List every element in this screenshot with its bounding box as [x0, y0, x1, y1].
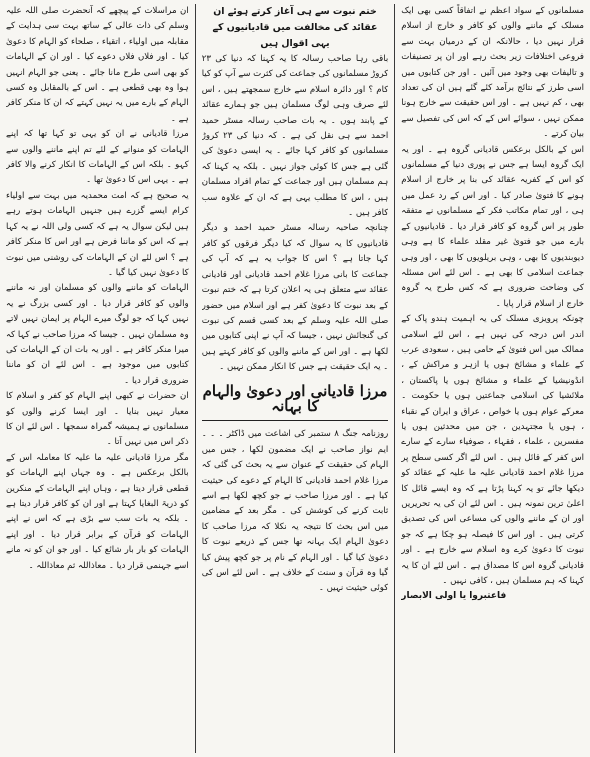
column-left — [6, 4, 189, 753]
column-middle-paragraph: چنانچہ صاحبہ رسالہ مسٹر حمید احمد و دیگر قادیانیوں کا یہ سوال کہ کیا دیگر فرقوں کو کافر کہا جاتا ہے ؟ اس کا جواب یہ ہے کہ آپ کی جماعت کا بانی مرزا غلام احمد قادیانی اور قادیانی عقائد سے متعلق ہی یہ اعلان کرتا ہے کہ ختم نبوت کے بعد نبوت کا دعویٰ کفر ہے اور اسلام میں حضور صلی اللہ علیہ وسلم کے بعد کسی قسم کی نبوت کی گنجائش نہیں ، جیسا کہ آپ نے اپنی کتابوں میں لکھا ہے ۔ اور اس کے ماننے والوں کو کافر کہتے ہیں ۔ یہ ایک حقیقت ہے جس کا انکار ممکن نہیں ۔ — [201, 223, 389, 373]
column-left-paragraph: ان حضرات نے کبھی اپنے الہام کو کفر و اسلام کا معیار نہیں بنایا ۔ اور ایسا کرنے والوں کو مسلمانوں نے ہمیشہ گمراہ سمجھا ۔ اس لئے ان کا ذکر اس میں نہیں آتا ۔ — [6, 391, 189, 448]
column-left-paragraph: مرزا قادیانی نے ان کو یہی تو کہا تھا کہ اپنے الہامات کو منوانے کے لئے تم اپنے ماننے والوں سے کہو ۔ بلکہ اس کے الہامات کا انکار کرنے والا کافر ہے ۔ یہی اس کا دعویٰ تھا ۔ — [6, 129, 189, 186]
column-right — [401, 4, 584, 753]
column-divider — [394, 4, 395, 753]
column-right-paragraph: مسلمانوں کے سواد اعظم نے اتفاقاً کسی بھی ایک مسلک کے ماننے والوں کو کافر و خارج از اسلام قرار نہیں دیا ، حالانکہ ان کے درمیان بہت سے فروعی اختلافات زیر بحث رہے اور ان پر تصنیفات و تالیفات بھی وجود میں آئیں ۔ اور جن کتابوں میں اسی طرز کے نتائج برآمد کئے گئے ہیں ان کی تعداد بھی ، کم نہیں ہے ۔ اور اس حقیقت سے خارج ہونا ممکن نہیں ، سوائے اس کے کہ اس کی تفصیل سے بیان کرتے ۔ — [401, 6, 584, 140]
column-middle-paragraph: روزنامہ جنگ ۸ ستمبر کی اشاعت میں ڈاکٹر ۔ ۔ ۔ ایم نواز صاحب نے ایک مضمون لکھا ، جس میں الہام کی حقیقت کے عنوان سے یہ بحث کی گئی کہ مرزا غلام احمد قادیانی کا الہام کے دعوے کی حیثیت کیا ہے ۔ اور مرزا صاحب نے جو کچھ لکھا ہے اسے ثابت کرنے کی کوشش کی ۔ مگر بعد کے مضامین میں اس بحث کا نتیجہ یہ نکلا کہ مرزا صاحب کا دعویٰ الہام ایک بہانہ تھا جس کے ذریعے نبوت کا دعویٰ کیا گیا ۔ اور الہام کے نام پر جو کچھ پیش کیا گیا وہ قرآن و سنت کے خلاف ہے ۔ اس لئے اس کی کوئی حیثیت نہیں ۔ — [201, 429, 389, 594]
column-middle — [202, 4, 389, 753]
column-left-paragraph: مگر مرزا قادیانی علیہ ما علیہ کا معاملہ اس کے بالکل برعکس ہے ۔ وہ جہاں اپنے الہامات کو قطعی قرار دیتا ہے ، وہاں اپنے الہامات کے منکرین کو ذریۃ البغایا کہتا ہے اور ان کو کافر قرار دیتا ہے ۔ بلکہ یہ بات سب سے بڑی ہے کہ اس نے اپنے الہامات کو قرآن کے برابر قرار دیا ۔ اور اپنے الہامات کو بار بار شائع کیا ۔ اور جو ان کو نہ مانے اسے جہنمی قرار دیا ۔ معاذاللہ ثم معاذاللہ ۔ — [6, 452, 189, 571]
column-middle-paragraph: باقی رہا صاحب رسالہ کا یہ کہنا کہ دنیا کی ۲۳ کروڑ مسلمانوں کی جماعت کی کثرت سے آپ کو کیا کام ؟ اور دائرہ اسلام سے خارج سمجھتے ہیں ، اس لئے صرف وہی لوگ مسلمان ہیں جو ہمارے عقائد کے پابند ہوں ۔ یہ بات صاحب رسالہ مسٹر حمید احمد سے ہی نقل کی ہے ۔ کہ دنیا کی ۲۳ کروڑ مسلمانوں کو کافر کہا جائے ۔ یہ ایسی دعویٰ کی گئی ہے جس کا کوئی جواز نہیں ۔ بلکہ یہ کہنا کہ ہم مسلمان ہیں اور جماعت کے تمام افراد مسلمان ہیں ، اس کا مطلب یہی ہے کہ ان کے علاوہ سب کافر ہیں ۔ — [201, 54, 389, 219]
column-left-paragraph: یہ صحیح ہے کہ امت محمدیہ میں بہت سے اولیاء کرام ایسے گزرے ہیں جنہیں الہامات ہوتے رہے ہیں لیکن سوال یہ ہے کہ کسی ولی اللہ نے یہ کہا ہے کہ اس کو ماننا فرض ہے اور اس کا منکر کافر ہے ؟ اس لئے ان کے الہامات کی روشنی میں نبوت کا دعویٰ نہیں کیا گیا ۔ — [6, 190, 189, 278]
column-headline: ختم نبوت سے ہی آغاز کرتے ہوئے ان عقائد کی مخالفت میں قادیانیوں کے یہی اقوال ہیں — [212, 6, 378, 49]
article-title: مرزا قادیانی اور دعویٰ والہام کا بہانہ — [202, 380, 389, 422]
column-left-paragraph: ان مراسلات کے پیچھے کہ آنحضرت صلی اللہ علیہ وسلم کی ذات عالی کے ساتھ بہت سی ہدایت کے مقابلہ میں اولیاء ، اتقیاء ، صلحاء کو الہام کا دعویٰ کیا ۔ اور فلاں فلاں دعوے کیا ۔ اور ان کے الہامات کو بھی اسی طرح مانا جائے ۔ یعنی جو الہام انہیں ہوا وہ بھی قطعی ہے ۔ اس کے بالمقابل وہ کسی الہام کے بارے میں یہ نہیں کہتے کہ ان کا منکر کافر ہے ۔ — [6, 6, 189, 124]
column-divider — [195, 4, 196, 753]
column-left-paragraph: الہامات کو ماننے والوں کو مسلمان اور نہ ماننے والوں کو کافر قرار دیا ۔ اور کسی بزرگ نے یہ نہیں کہا کہ جو لوگ میرے الہام پر ایمان نہیں لاتے وہ مسلمان نہیں ۔ جیسا کہ مرزا صاحب نے کہا کہ میرا منکر کافر ہے ۔ اور یہ بات ان کے الہامات کی کتابوں میں موجود ہے ۔ اس لئے ان کو ماننا ضروری قرار دیا ۔ — [6, 283, 189, 386]
closing-phrase: فاعتبروا یا اولی الابصار — [401, 591, 507, 602]
column-right-paragraph: چونکہ پرویزی مسلک کی یہ اہمیت ہندو پاک کے اندر اس درجہ کی نہیں ہے ، اس لئے اسلامی ممالک میں اس فتویٰ کے حامی ہیں ، سعودی عرب کے علماء و مشائخ ہوں یا ازہر و مراکش کے ، انڈونیشیا کے علماء و مشائخ ہوں یا پاکستان ، ملائشیا کی اسلامی جماعتیں ہوں یا حکومت ۔ معرکے عوام ہوں یا خواص ، عراق و ایران کے نقباء ، ہوں یا مجتہدین ، جن میں محدثین ہوں یا مفسرین ، علماء ، فقہاء ، صوفیاء سارے کے سارے اس کفر کے قائل ہیں ۔ اس لئے اگر کسی سطح پر مرزا غلام احمد قادیانی علیہ ما علیہ کے عقائد کو دیکھا جائے تو یہ کہنا پڑتا ہے کہ وہ ایسے قائل کا اعلیٰ ترین نمونہ ہیں ۔ اس لئے ان کی یہ تحریریں اور ان کے ماننے والوں کی مساعی اس کی تصدیق کرتی ہیں ۔ اور اس کا فیصلہ ہو چکا ہے کہ جو نبوت کا دعویٰ کرے وہ اسلام سے خارج ہے ۔ اور قادیانی گروہ اس کا مصداق ہے ۔ اس لئے ان کا یہ کہنا کہ ہم مسلمان ہیں ، کافی نہیں ۔ — [401, 314, 584, 587]
column-right-paragraph: اس کے بالکل برعکس قادیانی گروہ ہے ۔ اور یہ ایک گروہ ایسا ہے جس نے پوری دنیا کے مسلمانوں کو اس کے کفریہ عقائد کی بنا پر خارج از اسلام ہونے کا فتویٰ صادر کیا ۔ اور اس کے رد عمل میں ہی ، اور تمام مکاتب فکر کے مسلمانوں نے متفقہ طور پر اس گروہ کو کافر قرار دیا ۔ قادیانیوں کے بارے میں جو فتویٰ غیر مقلد علماء کا ہے وہی دیوبندیوں کا بھی ، وہی بریلویوں کا بھی ، اور وہی جماعت اسلامی کا بھی ہے ۔ اس لئے اس مسئلہ کی وضاحت ضروری ہے کہ کس طرح یہ گروہ خارج از اسلام قرار پایا ۔ — [401, 144, 584, 309]
